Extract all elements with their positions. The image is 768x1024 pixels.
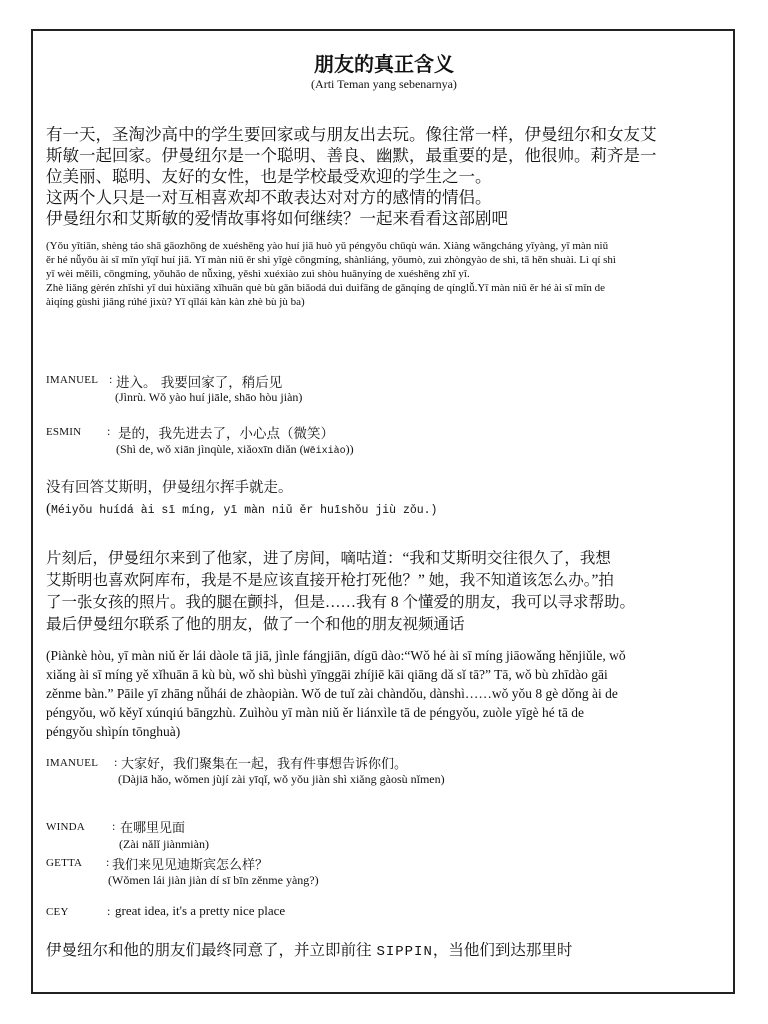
speaker-separator: :	[112, 819, 116, 833]
intro-pinyin-line: Zhè liǎng gèrén zhǐshì yī duì hùxiāng xǐhuān què bù gǎn biǎodá duì duìfāng de gǎnqíng de qínglǚ.Yī màn niǔ ěr hé ài sī mǐn de	[46, 282, 606, 294]
narration-2-chinese-line: 了一张女孩的照片。我的腿在颤抖，但是……我有 8 个懂爱的朋友，我可以寻求帮助。	[46, 594, 636, 611]
speaker-name: IMANUEL	[46, 757, 99, 769]
dialogue-pinyin: (Dàjiā hǎo, wǒmen jùjí zài yīqǐ, wǒ yǒu jiàn shì xiǎng gàosù nǐmen)	[118, 772, 445, 786]
speaker-name: WINDA	[46, 821, 85, 833]
dialogue-pinyin: (Wǒmen lái jiàn jiàn dí sī bīn zěnme yàng?)	[108, 873, 319, 887]
closing-text-after: ，当他们到达那里时	[432, 941, 573, 959]
speaker-separator: :	[114, 755, 118, 769]
narration-2-pinyin-line: (Piànkè hòu, yī màn niǔ ěr lái dàole tā jiā, jìnle fángjiān, dígū dào:“Wǒ hé ài sī míng jiāowǎng hěnjiǔle, wǒ	[46, 648, 626, 663]
narration-2-pinyin	[46, 646, 626, 741]
dialogue-chinese: 大家好，我们聚集在一起，我有件事想告诉你们。	[121, 757, 408, 772]
narration-2-pinyin-line: péngyǒu shìpín tōnghuà)	[46, 724, 181, 739]
document-title: 朋友的真正含义	[314, 54, 454, 76]
narration-2-chinese-line: 艾斯明也喜欢阿库布，我是不是应该直接开枪打死他？” 她，我不知道该怎么办。”拍	[46, 572, 614, 589]
narration-2-chinese-line: 片刻后，伊曼纽尔来到了他家，进了房间，嘀咕道：“我和艾斯明交往很久了，我想	[46, 550, 611, 567]
dialogue-pinyin: (Zài nǎlǐ jiànmiàn)	[119, 837, 209, 851]
pinyin-mono-text: Méiyǒu huídá ài sī míng, yī màn niǔ ěr huīshǒu jiù zǒu.)	[51, 504, 438, 517]
speaker-separator: :	[107, 904, 111, 918]
intro-pinyin-line: yī wèi měilì, cōngmíng, yǒuhǎo de nǚxìng, yěshì xuéxiào zuì shòu huānyíng de xuéshēng zhī yī.	[46, 268, 470, 280]
intro-chinese-line: 伊曼纽尔和艾斯敏的爱情故事将如何继续？一起来看看这部剧吧	[46, 209, 508, 228]
speaker-separator: :	[107, 424, 111, 438]
dialogue-pinyin: (Jìnrù. Wǒ yào huí jiāle, shāo hòu jiàn)	[115, 390, 303, 404]
intro-chinese-line: 这两个人只是一对互相喜欢却不敢表达对对方的感情的情侣。	[46, 188, 492, 207]
speaker-name: CEY	[46, 906, 69, 918]
speaker-name: IMANUEL	[46, 374, 99, 386]
pinyin-open-paren: (	[46, 501, 51, 517]
speaker-name: GETTA	[46, 857, 83, 869]
closing-line	[46, 938, 572, 960]
narration-2-chinese-line: 最后伊曼纽尔联系了他的朋友，做了一个和他的朋友视频通话	[46, 616, 465, 633]
pinyin-text: (Shì de, wǒ xiān jìnqùle, xiǎoxīn diǎn (	[116, 442, 304, 456]
dialogue-chinese: 是的，我先进去了，小心点（微笑）	[118, 426, 334, 442]
speaker-separator: :	[109, 372, 113, 386]
intro-pinyin-line: ěr hé nǚyǒu ài sī mǐn yīqǐ huí jiā. Yī màn niǔ ěr shì yīgè cōngmíng, shànliáng, yōumò, zuì zhòngyào de shì, tā hěn shuài. Lì qí shì	[46, 254, 616, 266]
dialogue-pinyin	[116, 442, 354, 457]
pinyin-mono-text: Wēixiào	[303, 446, 346, 457]
closing-text-before: 伊曼纽尔和他的朋友们最终同意了，并立即前往	[46, 941, 377, 959]
dialogue-chinese: 在哪里见面	[120, 821, 186, 836]
intro-pinyin-line: àiqíng gùshì jiāng rúhé jìxù? Yī qǐlái kàn kàn zhè bù jù ba)	[46, 296, 305, 308]
document-subtitle: (Arti Teman yang sebenarnya)	[311, 77, 457, 91]
intro-chinese-line: 位美丽、聪明、友好的女性，也是学校最受欢迎的学生之一。	[46, 167, 492, 186]
intro-pinyin	[46, 239, 616, 309]
dialogue-chinese: 进入。 我要回家了，稍后见	[116, 375, 283, 391]
speaker-separator: :	[106, 855, 110, 869]
dialogue-english: great idea, it's a pretty nice place	[115, 903, 286, 918]
narration-chinese: 没有回答艾斯明，伊曼纽尔挥手就走。	[46, 480, 293, 496]
intro-chinese-line: 有一天，圣淘沙高中的学生要回家或与朋友出去玩。像往常一样，伊曼纽尔和女友艾	[46, 125, 657, 144]
intro-chinese	[46, 124, 657, 229]
intro-pinyin-line: (Yǒu yītiān, shèng táo shā gāozhōng de xuéshēng yào huí jiā huò yǔ péngyǒu chūqù wán. Xiàng wǎngcháng yīyàng, yī màn niǔ	[46, 240, 609, 252]
speaker-name: ESMIN	[46, 426, 82, 438]
narration-pinyin	[46, 500, 437, 518]
closing-place-name: SIPPIN	[376, 944, 433, 960]
narration-2-pinyin-line: péngyǒu, wǒ kěyǐ xúnqiú bāngzhù. Zuìhòu yī màn niǔ ěr liánxìle tā de péngyǒu, zuòle yīgè hé tā de	[46, 705, 584, 720]
narration-2-pinyin-line: zěnme bàn.” Pāile yī zhāng nǚhái de zhàopiàn. Wǒ de tuǐ zài chàndǒu, dànshì……wǒ yǒu 8 gè dǒng ài de	[46, 686, 618, 701]
dialogue-chinese: 我们来见见迪斯宾怎么样？	[112, 858, 269, 873]
narration-2-pinyin-line: xiǎng ài sī míng yě xǐhuān ā kù bù, wǒ shì bùshì yīnggāi zhíjiē kāi qiāng dǎ sǐ tā?” Tā, wǒ bù zhīdào gāi	[46, 667, 608, 682]
intro-chinese-line: 斯敏一起回家。伊曼纽尔是一个聪明、善良、幽默，最重要的是，他很帅。莉齐是一	[46, 146, 657, 165]
narration-2-chinese	[46, 548, 635, 636]
pinyin-text-end: ))	[345, 442, 354, 456]
